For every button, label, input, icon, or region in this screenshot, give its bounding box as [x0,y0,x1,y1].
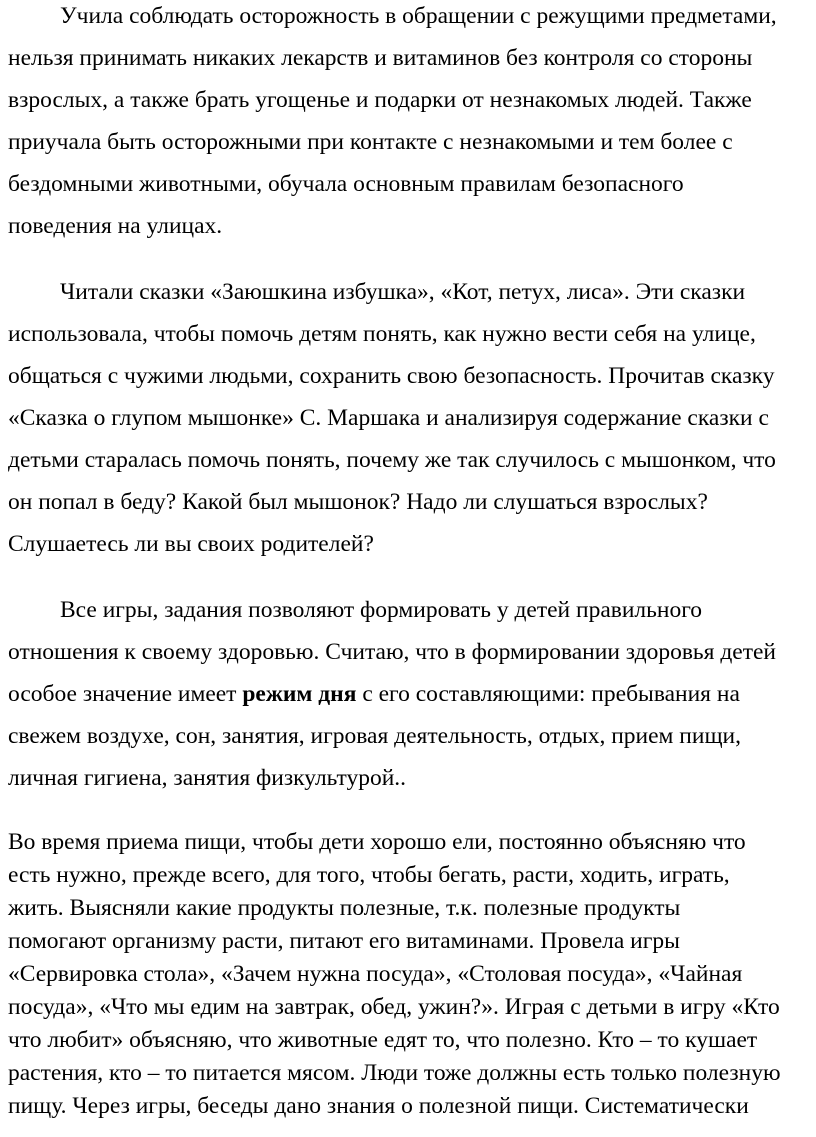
paragraph-2-line-1: Читали сказки «Заюшкина избушка», «Кот, петух, лиса». Эти сказки [60,279,746,305]
paragraph-1-line-1: Учила соблюдать осторожность в обращении с режущими предметами, [60,3,777,29]
paragraph-3-line-3-end: с его составляющими: пребывания на [356,681,740,707]
paragraph-4-line-5: «Сервировка стола», «Зачем нужна посуда», «Столовая посуда», «Чайная [8,961,743,987]
paragraph-4-line-1: Во время приема пищи, чтобы дети хорошо ели, постоянно объясняю что [8,829,746,855]
paragraph-4-line-7: что любит» объясняю, что животные едят то, что полезно. Кто – то кушает [8,1027,758,1053]
paragraph-1-line-3: взрослых, а также брать угощенье и подарки от незнакомых людей. Также [8,87,752,113]
paragraph-1-line-5: бездомными животными, обучала основным правилам безопасного [8,171,684,197]
paragraph-4-line-3: жить. Выясняли какие продукты полезные, т.к. полезные продукты [8,895,681,921]
paragraph-4-line-2: есть нужно, прежде всего, для того, чтобы бегать, расти, ходить, играть, [8,862,730,888]
paragraph-1-line-6: поведения на улицах. [8,213,223,239]
paragraph-3-line-2: отношения к своему здоровью. Считаю, что в формировании здоровья детей [8,639,776,665]
paragraph-4-line-8: растения, кто – то питается мясом. Люди тоже должны есть только полезную [8,1060,781,1086]
paragraph-2-line-5: детьми старалась помочь понять, почему же так случилось с мышонком, что [8,447,776,473]
paragraph-2-line-6: он попал в беду? Какой был мышонок? Надо ли слушаться взрослых? [8,489,708,515]
paragraph-3-line-4: свежем воздухе, сон, занятия, игровая деятельность, отдых, прием пищи, [8,723,741,749]
paragraph-4-line-9: пищу. Через игры, беседы дано знания о полезной пищи. Систематически [8,1093,749,1119]
paragraph-3-line-1: Все игры, задания позволяют формировать у детей правильного [60,597,703,623]
paragraph-2-line-2: использовала, чтобы помочь детям понять, как нужно вести себя на улице, [8,321,756,347]
paragraph-3-line-5: личная гигиена, занятия физкультурой.. [8,765,407,791]
bold-term-daily-routine: режим дня [242,681,357,707]
paragraph-1-line-2: нельзя принимать никаких лекарств и витаминов без контроля со стороны [8,45,753,71]
paragraph-2-line-4: «Сказка о глупом мышонке» С. Маршака и анализируя содержание сказки с [8,405,769,431]
paragraph-3-line-3 [8,681,740,708]
paragraph-3-line-3-start: особое значение имеет [8,681,243,707]
paragraph-2-line-7: Слушаетесь ли вы своих родителей? [8,531,374,557]
paragraph-2-line-3: общаться с чужими людьми, сохранить свою безопасность. Прочитав сказку [8,363,775,389]
paragraph-4-line-4: помогают организму расти, питают его витаминами. Провела игры [8,928,680,954]
paragraph-1-line-4: приучала быть осторожными при контакте с незнакомыми и тем более с [8,129,733,155]
paragraph-4-line-6: посуда», «Что мы едим на завтрак, обед, ужин?». Играя с детьми в игру «Кто [8,994,780,1020]
